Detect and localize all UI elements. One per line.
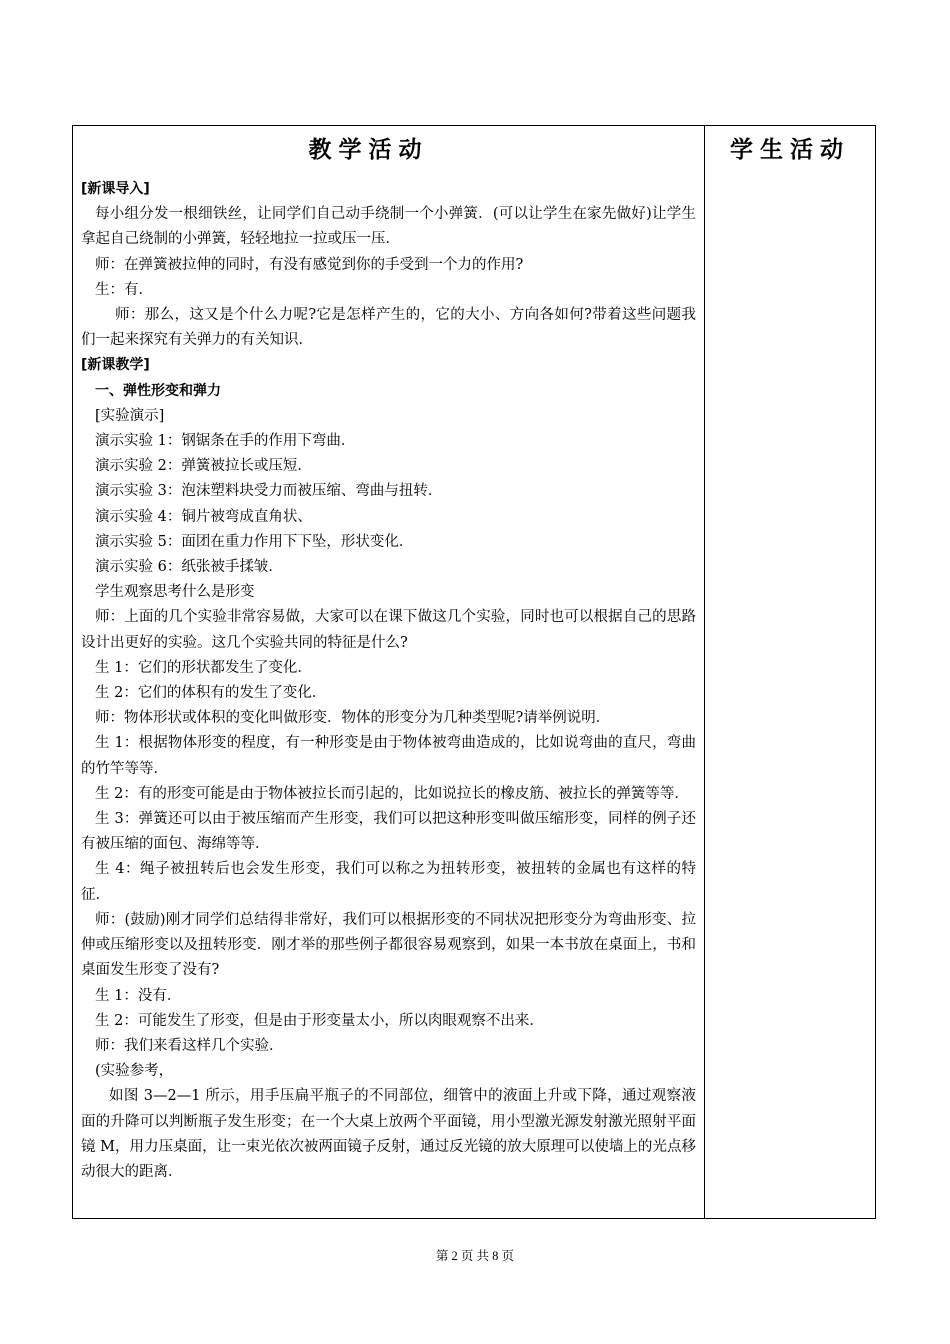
- teaching-activity-column: [73, 126, 704, 1185]
- observe-line: 学生观察思考什么是形变: [95, 584, 255, 601]
- student-line: 生 2：有的形变可能是由于物体被拉长而引起的，比如说拉长的橡皮筋、被拉长的弹簧等等．: [95, 785, 689, 802]
- demo-item: 演示实验 6：纸张被手揉皱．: [95, 559, 283, 576]
- demo-item: 演示实验 1：钢锯条在手的作用下弯曲．: [95, 433, 356, 450]
- intro-paragraph: 每小组分发一根细铁丝，让同学们自己动手绕制一个小弹簧．(可以让学生在家先做好)让学生拿起自己绕制的小弹簧，轻轻地拉一拉或压一压．: [81, 206, 696, 248]
- teacher-line: 师：物体形状或体积的变化叫做形变．物体的形变分为几种类型呢?请举例说明．: [95, 710, 611, 727]
- teacher-line: 师：那么，这又是个什么力呢?它是怎样产生的，它的大小、方向各如何?带着这些问题我们一起来探究有关弹力的有关知识．: [81, 307, 696, 349]
- demo-item: 演示实验 2：弹簧被拉长或压短．: [95, 458, 312, 475]
- new-lesson-heading: [新课教学]: [81, 357, 150, 374]
- student-line: 生 3：弹簧还可以由于被压缩而产生形变，我们可以把这种形变叫做压缩形变，同样的例子还有被压缩的面包、海绵等等．: [81, 811, 696, 853]
- student-line: 生 1：没有．: [95, 987, 182, 1004]
- teacher-line: 师：在弹簧被拉伸的同时，有没有感觉到你的手受到一个力的作用?: [95, 256, 524, 273]
- student-line: 生 2：可能发生了形变，但是由于形变量太小，所以肉眼观察不出来．: [95, 1012, 544, 1029]
- student-line: 生：有．: [95, 281, 153, 298]
- page-number: 第 2 页 共 8 页: [435, 1249, 515, 1263]
- student-line: 生 2：它们的体积有的发生了变化．: [95, 685, 327, 702]
- reference-paragraph: 如图 3—2—1 所示，用手压扁平瓶子的不同部位，细管中的液面上升或下降，通过观察液面的升降可以判断瓶子发生形变；在一个大桌上放两个平面镜，用小型激光源发射激光照射平面镜 M，用力压桌面，让一束光依次被两面镜子反射，通过反光镜的放大原理可以使墙上的光点移动很大的距离．: [81, 1088, 696, 1180]
- teacher-line: 师：我们来看这样几个实验．: [95, 1037, 284, 1054]
- demo-item: 演示实验 4：铜片被弯成直角状、: [95, 508, 312, 525]
- reference-label: (实验参考，: [95, 1063, 174, 1080]
- demo-label: [实验演示]: [95, 407, 165, 424]
- lesson-table: [72, 125, 876, 1219]
- intro-heading: [新课导入]: [81, 181, 150, 197]
- student-activity-header: 学生活动: [730, 136, 850, 163]
- student-activity-column: [705, 126, 875, 170]
- section-heading: 一、弹性形变和弹力: [95, 382, 221, 399]
- teaching-content: [73, 170, 704, 1185]
- student-line: 生 4：绳子被扭转后也会发生形变，我们可以称之为扭转形变，被扭转的金属也有这样的特征．: [81, 861, 696, 903]
- teaching-activity-header: 教学活动: [308, 136, 429, 163]
- teacher-line: 师：上面的几个实验非常容易做，大家可以在课下做这几个实验，同时也可以根据自己的思路设计出更好的实验。这几个实验共同的特征是什么?: [81, 609, 696, 651]
- column-divider: [704, 126, 705, 1218]
- student-line: 生 1：它们的形状都发生了变化．: [95, 659, 312, 676]
- demo-item: 演示实验 5：面团在重力作用下下坠，形状变化．: [95, 533, 414, 550]
- student-line: 生 1：根据物体形变的程度，有一种形变是由于物体被弯曲造成的，比如说弯曲的直尺，弯曲的竹竿等等．: [81, 735, 696, 777]
- demo-item: 演示实验 3：泡沫塑料块受力而被压缩、弯曲与扭转．: [95, 483, 443, 500]
- teacher-line: 师：(鼓励)刚才同学们总结得非常好，我们可以根据形变的不同状况把形变分为弯曲形变、拉伸或压缩形变以及扭转形变．刚才举的那些例子都很容易观察到，如果一本书放在桌面上，书和桌面发生形变了没有?: [81, 911, 696, 979]
